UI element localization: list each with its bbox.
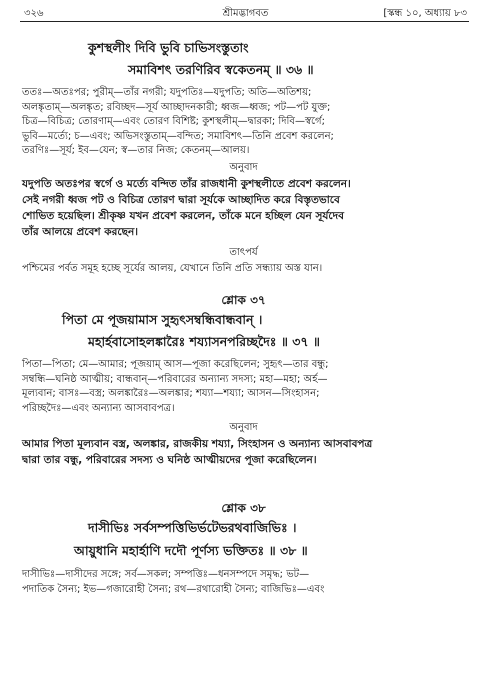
sloka-37-line-2: মহার্হবাসোহলঙ্কারৈঃ শয্যাসনপরিচ্ছদৈঃ ॥ ৩৭ ॥	[88, 334, 320, 349]
gloss-line: ততঃ—অতঃপর; পুরীম্—তাঁর নগরী; যদুপতিঃ—যদুপতি; অতি—অতিশয়;	[22, 87, 312, 98]
gloss-line: পিতা—পিতা; মে—আমার; পূজয়াম্ আস—পূজা করেছিলেন; সুহৃৎ—তার বন্ধু;	[22, 359, 329, 370]
sloka-38-line-2: আয়ুধানি মহার্হাণি দদৌ পূর্ণস্য ভক্তিতঃ ॥ ৩৮ ॥	[74, 543, 308, 558]
translation-line: আমার পিতা মূল্যবান বস্ত্র, অলঙ্কার, রাজকীয় শয্যা, সিংহাসন ও অন্যান্য আসবাবপত্র	[22, 438, 373, 450]
gloss-line: চিত্র—বিচিত্র; তোরণাম্—এবং তোরণ বিশিষ্ট; কুশস্থলীম্—দ্বারকা; দিবি—স্বর্গে;	[22, 116, 325, 127]
translation-line: সেই নগরী ধ্বজ পট ও বিচিত্র তোরণ দ্বারা সূর্যকে আচ্ছাদিত করে বিস্তৃতভাবে	[22, 194, 340, 206]
header-rule	[20, 21, 469, 22]
translation-heading: অনুবাদ	[229, 162, 258, 173]
sloka-37-heading: শ্লোক ৩৭	[221, 293, 266, 307]
sloka-37-line-1: পিতা মে পূজয়ামাস সুহৃৎসম্বন্ধিবান্ধবান্ ।	[62, 312, 263, 327]
gloss-line: ভুবি—মর্ত্যে; চ—এবং; অভিসংস্তুতাম্—বন্দিত; সমাবিশৎ—তিনি প্রবেশ করলেন;	[22, 130, 334, 142]
chapter-reference: [স্কন্ধ ১০, অধ্যায় ৮৩	[383, 8, 467, 19]
translation-line: তাঁর আলয়ে প্রবেশ করছেন।	[22, 226, 138, 238]
translation-line: যদুপতি অতঃপর স্বর্গে ও মর্ত্যে বন্দিত তাঁর রাজধানী কুশস্থলীতে প্রবেশ করলেন।	[22, 178, 351, 190]
translation-36	[22, 176, 468, 240]
word-gloss-36	[22, 86, 468, 159]
purport-heading: তাৎপর্য	[229, 247, 258, 258]
sloka-38-heading: শ্লোক ৩৮	[221, 501, 266, 515]
translation-heading: অনুবাদ	[229, 422, 258, 433]
sloka-38-line-1: দাসীভিঃ সর্বসম্পত্তিভির্ভটেভরথবাজিভিঃ ।	[88, 520, 297, 535]
verse-36-line-1: কুশস্থলীং দিবি ভুবি চাভিসংস্তুতাং	[88, 40, 249, 55]
gloss-line: অলঙ্কৃতাম্—অলঙ্কৃত; রবিচ্ছদ—সূর্য আচ্ছাদনকারী; ধ্বজ—ধ্বজ; পট—পট যুক্ত;	[22, 101, 331, 113]
gloss-line: দাসীভিঃ—দাসীদের সঙ্গে; সর্ব—সকল; সম্পত্তিঃ—ধনসম্পদে সমৃদ্ধ; ভট—	[22, 569, 310, 580]
word-gloss-37	[22, 358, 468, 416]
purport-text: পশ্চিমের পর্বত সমূহ হচ্ছে সূর্যের আলয়, যেখানে তিনি প্রতি সন্ধ্যায় অস্ত যান।	[22, 263, 323, 274]
word-gloss-38	[22, 568, 468, 597]
page-number: ৩২৬	[24, 8, 44, 19]
translation-37	[22, 436, 468, 468]
translation-line: দ্বারা তার বন্ধু, পরিবারের সদস্য ও ঘনিষ্ঠ আত্মীয়দের পূজা করেছিলেন।	[22, 454, 317, 466]
book-title: শ্রীমদ্ভাগবত	[222, 8, 269, 19]
gloss-line: তরণিঃ—সূর্য; ইব—যেন; স্ব—তার নিজ; কেতনম্—আলয়।	[22, 145, 250, 156]
gloss-line: মূল্যবান; বাসঃ—বস্ত্র; অলঙ্কারৈঃ—অলঙ্কার; শয্যা—শয্যা; আসন—সিংহাসন;	[22, 388, 320, 399]
gloss-line: পরিচ্ছদৈঃ—এবং অন্যান্য আসবাবপত্র।	[22, 402, 175, 414]
verse-36-line-2: সমাবিশৎ তরণিরিব স্বকেতনম্ ॥ ৩৬ ॥	[128, 62, 314, 77]
gloss-line: পদাতিক সৈন্য; ইভ—গজারোহী সৈন্য; রথ—রথারোহী সৈন্য; বাজিভিঃ—এবং	[22, 583, 325, 595]
gloss-line: সম্বন্ধি—ঘনিষ্ঠ আত্মীয়; বান্ধবান্—পরিবারের অন্যান্য সদস্য; মহা—মহা; অর্হ—	[22, 373, 328, 385]
translation-line: শোভিত হয়েছিল। শ্রীকৃষ্ণ যখন প্রবেশ করলেন, তাঁকে মনে হচ্ছিল যেন সূর্যদেব	[22, 210, 345, 222]
